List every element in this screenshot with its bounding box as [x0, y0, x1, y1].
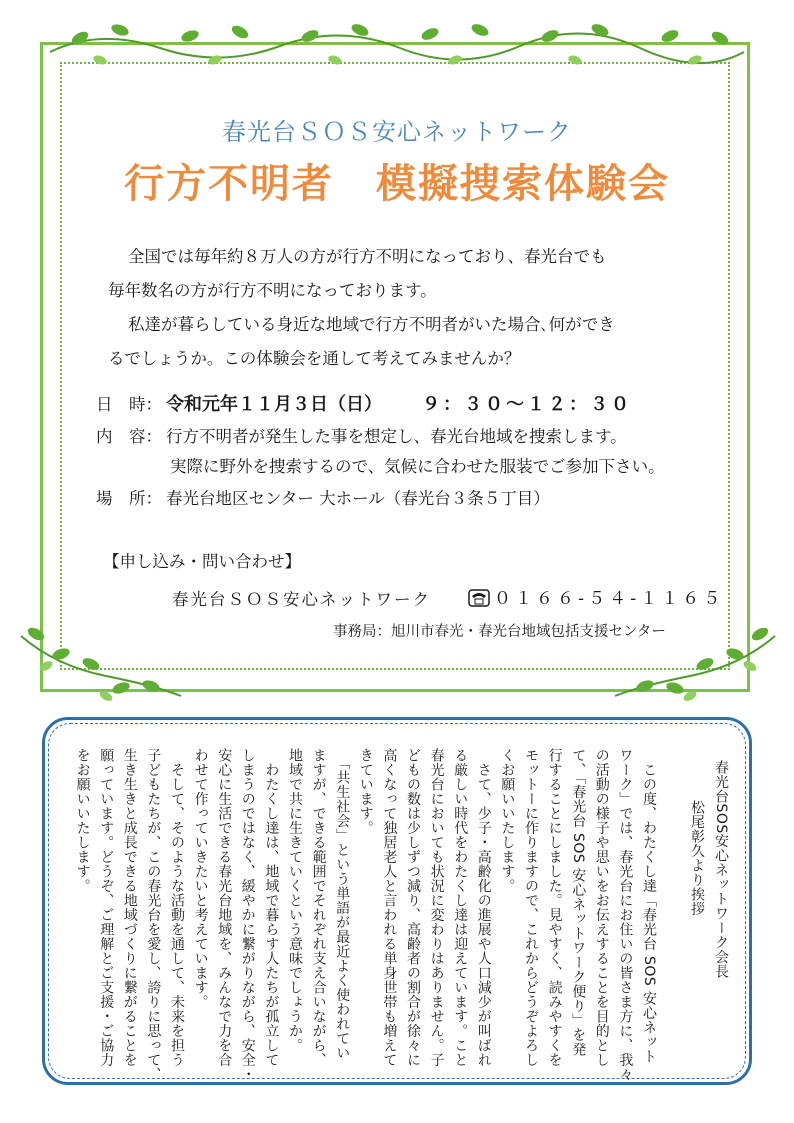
message-column: ワーク」では、春光台にお住いの皆さま方に、我々: [617, 748, 634, 1082]
message-column: をお願いいたします。: [74, 748, 91, 893]
message-column: わせて作っていきたいと考えています。: [192, 748, 209, 1009]
content-value: 行方不明者が発生した事を想定し、春光台地域を捜索します。: [166, 427, 627, 446]
message-author: 松尾彰久より挨拶: [689, 800, 705, 916]
message-column: どもの数は少しずつ減り、高齢者の割合が徐々に: [405, 748, 421, 1067]
contact-heading: 【申し込み・問い合わせ】: [103, 552, 301, 571]
message-column: 安心に生活できる春光台地域を、みんなで力を合: [216, 748, 233, 1067]
message-column: くお願いいたします。: [499, 748, 516, 893]
secretariat-info: 事務局：旭川市春光・春光台地域包括支援センター: [333, 624, 666, 640]
intro-text: [108, 240, 708, 376]
content-row: [96, 422, 627, 452]
message-column: 地域で共に生きていくという意味でしょうか。: [287, 748, 303, 1053]
message-column: わたくし達は、地域で暮らす人たちが孤立して: [263, 748, 280, 1067]
message-column: 「共生社会」という単語が最近よく使われてい: [334, 748, 351, 1060]
event-title: 行方不明者 模擬捜索体験会: [124, 161, 670, 207]
message-column: 生き生きと成長できる地域づくりに繋がることを: [121, 748, 138, 1067]
message-column: そして、そのような活動を通して、未来を担う: [169, 748, 185, 1067]
place-label: 場 所：: [96, 489, 162, 508]
phone-number: [468, 584, 724, 609]
intro-line: 毎年数名の方が行方不明になっております。: [108, 281, 437, 300]
message-title: 春光台SOS安心ネットワーク会長: [713, 760, 729, 979]
intro-line: 私達が暮らしている身近な地域で行方不明者がいた場合､何ができ: [128, 315, 615, 334]
organization-title: 春光台ＳＯＳ安心ネットワーク: [222, 118, 572, 146]
contact-organization: 春光台ＳＯＳ安心ネットワーク: [172, 590, 431, 609]
vine-left-decoration-icon: [16, 606, 186, 706]
message-column: 願っています。どうぞ、ご理解とご支援・ご協力: [98, 748, 115, 1067]
intro-line: 全国では毎年約８万人の方が行方不明になっており、春光台でも: [128, 247, 607, 266]
telephone-icon: [468, 589, 490, 607]
intro-paragraph-1: [108, 240, 607, 308]
date-value: 令和元年１１月３日（日）: [166, 394, 382, 415]
message-column: て、「春光台 SOS 安心ネットワーク便り」を発: [570, 748, 587, 1057]
place-value: 春光台地区センター 大ホール（春光台３条５丁目）: [166, 489, 550, 508]
message-column: モットーに作りますので、これからどうぞよろし: [523, 748, 539, 1067]
date-row: [96, 390, 632, 420]
content-label: 内 容：: [96, 427, 162, 446]
message-column: さて、少子・高齢化の進展や人口減少が叫ばれ: [475, 748, 492, 1067]
vine-top-decoration-icon: [40, 8, 754, 72]
message-column: きています。: [357, 748, 374, 835]
message-column: 行することにしました。見やすく、読みやすくを: [546, 748, 563, 1067]
message-column: この度、わたくし達「春光台 SOS 安心ネット: [641, 748, 657, 1064]
message-column: 高くなって独居老人と言われる単身世帯も増えて: [381, 748, 398, 1067]
message-column: 子どもたちが、この春光台を愛し、誇りに思って、: [145, 748, 162, 1082]
time-value: ９：３０～１２：３０: [422, 394, 632, 415]
place-row: [96, 484, 550, 514]
message-column: る厳しい時代をわたくし達は迎えています。こと: [452, 748, 469, 1067]
message-column: の活動の様子や思いをお伝えすることを目的とし: [593, 748, 610, 1067]
message-column: 春光台においても状況に変わりはありません。子: [428, 748, 445, 1067]
content-value-2: 実際に野外を捜索するので、気候に合わせた服装でご参加下さい。: [170, 457, 665, 476]
message-column: しまうのではなく、緩やかに繋がりながら、安全・: [239, 748, 256, 1082]
intro-paragraph-2: [108, 308, 615, 376]
date-label: 日 時：: [96, 395, 162, 414]
phone-number-text: ０１６６-５４-１１６５: [494, 589, 725, 609]
content-row-2: [170, 452, 665, 482]
message-column: ますが、できる範囲でそれぞれ支え合いながら、: [310, 748, 327, 1067]
intro-line: るでしょうか。この体験会を通して考えてみませんか？: [108, 349, 521, 368]
